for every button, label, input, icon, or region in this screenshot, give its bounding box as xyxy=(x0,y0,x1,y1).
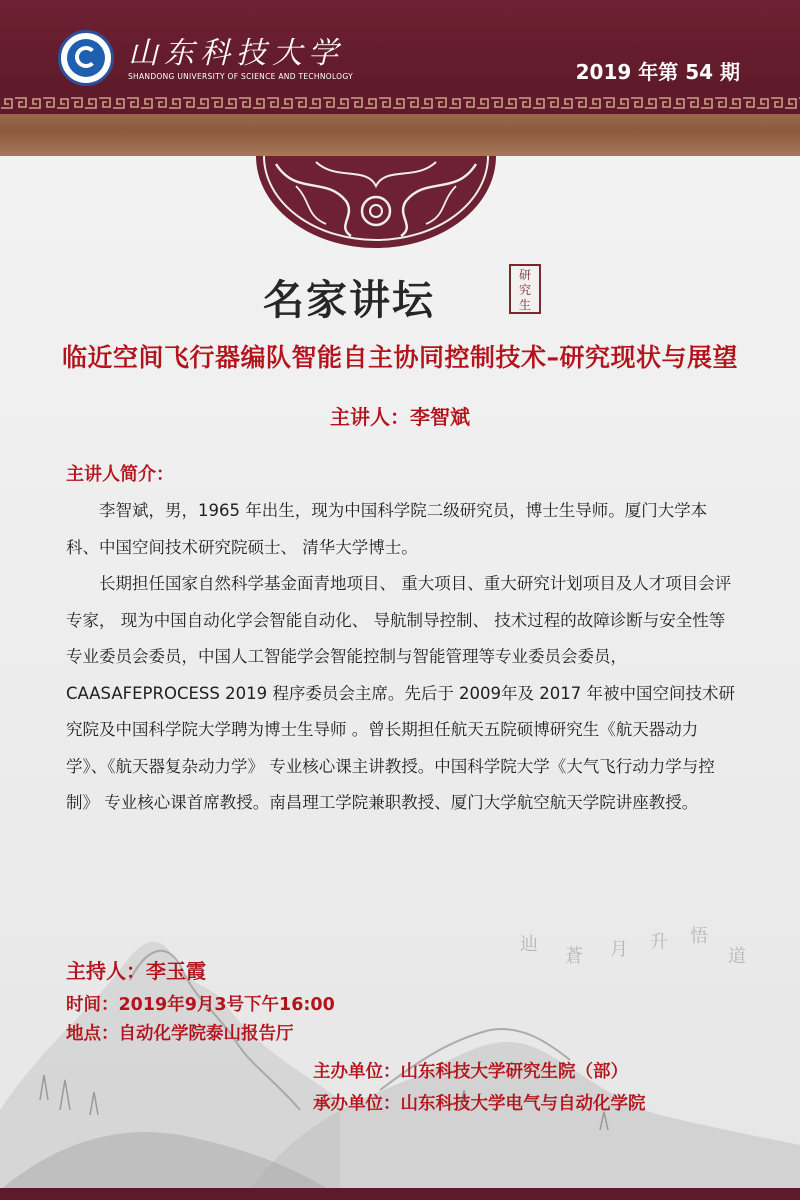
bio-paragraph: 李智斌，男，1965 年出生，现为中国科学院二级研究员，博士生导师。厦门大学本科、中国空间技术研究院硕士、 清华大学博士。 xyxy=(66,501,708,557)
ink-landscape-illustration xyxy=(0,900,800,1190)
ornament-medallion-icon xyxy=(256,156,496,248)
event-time: 时间：2019年9月3号下午16:00 xyxy=(66,995,335,1015)
speaker-bio xyxy=(66,493,738,822)
forum-headline: 名家讲坛 xyxy=(263,276,435,324)
svg-text:悟: 悟 xyxy=(690,926,708,947)
bio-heading: 主讲人简介： xyxy=(66,464,174,485)
university-name-cn: 山东科技大学 xyxy=(128,36,344,71)
svg-text:月: 月 xyxy=(610,939,628,960)
organizer: 主办单位：山东科技大学研究生院（部） xyxy=(313,1062,628,1082)
co-organizer: 承办单位：山东科技大学电气与自动化学院 xyxy=(313,1094,646,1114)
speaker-name: 主讲人：李智斌 xyxy=(330,405,470,429)
footer-bar xyxy=(0,1188,800,1200)
svg-text:辿: 辿 xyxy=(520,934,538,955)
svg-text:道: 道 xyxy=(728,946,746,967)
fret-pattern-icon xyxy=(0,96,800,110)
issue-number: 2019 年第 54 期 xyxy=(575,60,740,84)
bronze-band xyxy=(0,114,800,156)
host-name: 主持人：李玉霞 xyxy=(66,959,206,983)
header-bar xyxy=(0,0,800,92)
bio-paragraph: 长期担任国家自然科学基金面青地项目、 重大项目、重大研究计划项目及人才项目会评专家， 现为中国自动化学会智能自动化、 导航制导控制、 技术过程的故障诊断与安全性等专业委员会委员，中国人工智能学会智能控制与智能管理等专业委员会委员，CAASAFEPROCESS 2019 程序委员会主席。先后于 2009年及 2017 年被中国空间技术研究院及中国科学院大学聘为博士生导师 。曾长期担任航天五院硕博研究生《航天器动力学》、《航天器复杂动力学》 专业核心课主讲教授。中国科学院大学《大气飞行动力学与控制》 专业核心课首席教授。南昌理工学院兼职教授、厦门大学航空航天学院讲座教授。 xyxy=(66,574,736,812)
university-name-en: SHANDONG UNIVERSITY OF SCIENCE AND TECHNOLOGY xyxy=(128,72,354,81)
svg-text:升: 升 xyxy=(650,932,668,953)
event-place: 地点：自动化学院泰山报告厅 xyxy=(66,1024,294,1044)
lecture-title: 临近空间飞行器编队智能自主协同控制技术–研究现状与展望 xyxy=(61,343,738,372)
graduate-seal-stamp: 研 究 生 xyxy=(509,264,541,314)
svg-text:蒼: 蒼 xyxy=(565,946,583,967)
university-logo-icon xyxy=(58,30,114,86)
